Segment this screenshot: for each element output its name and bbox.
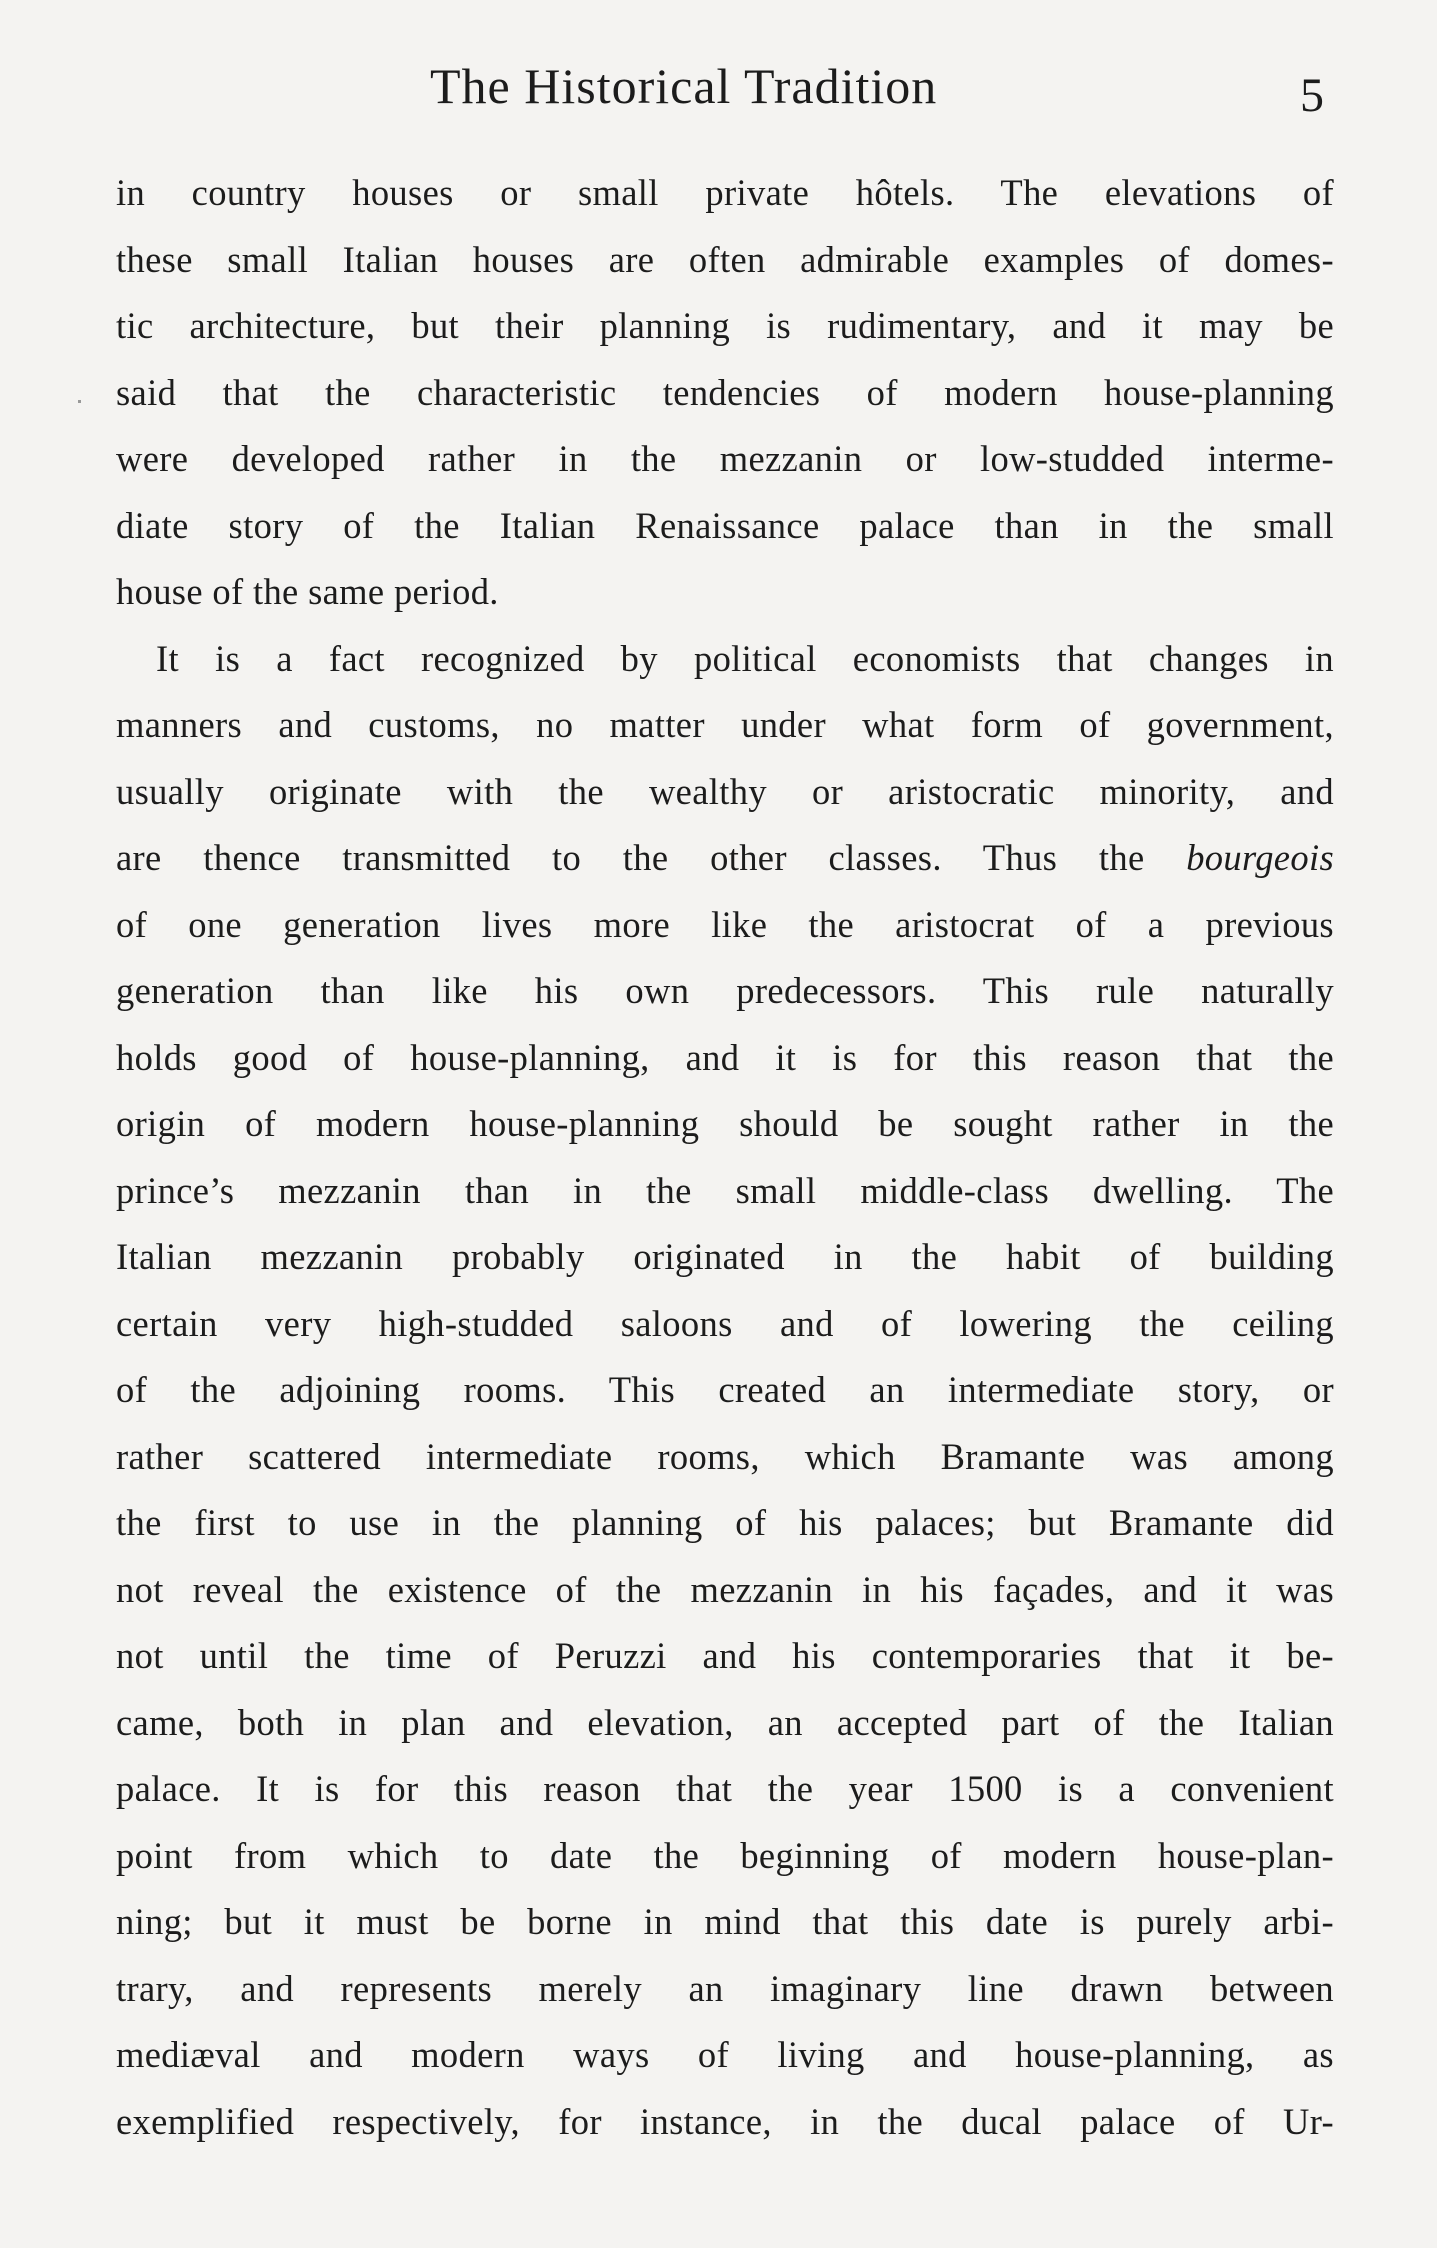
text-line: exemplified respectively, for instance, in the ducal palace of Ur-	[116, 2100, 1334, 2142]
text-line: mediæval and modern ways of living and house-planning, as	[116, 2034, 1334, 2075]
text-line: tic architecture, but their planning is rudimentary, and it may be	[116, 305, 1334, 346]
text-line: generation than like his own predecessors. This rule naturally	[116, 970, 1334, 1011]
running-head-title: The Historical Tradition	[430, 58, 938, 114]
text-line: said that the characteristic tendencies of modern house-planning	[116, 371, 1334, 413]
text-line: were developed rather in the mezzanin or low-studded interme-	[116, 438, 1334, 479]
text-line: diate story of the Italian Renaissance palace than in the small	[116, 504, 1334, 546]
text-line: came, both in plan and elevation, an accepted part of the Italian	[116, 1701, 1334, 1743]
text-line-with-italic	[116, 825, 1334, 892]
paragraph-first-line: It is a fact recognized by political economists that changes in	[156, 637, 1334, 679]
text-line: of one generation lives more like the aristocrat of a previous	[116, 903, 1334, 945]
text-line: of the adjoining rooms. This created an intermediate story, or	[116, 1369, 1334, 1410]
text-line: ning; but it must be borne in mind that this date is purely arbi-	[116, 1901, 1334, 1942]
text-line: these small Italian houses are often admirable examples of domes-	[116, 238, 1334, 280]
text-line: trary, and represents merely an imaginary line drawn between	[116, 1967, 1334, 2009]
text-line: prince’s mezzanin than in the small middle-class dwelling. The	[116, 1169, 1334, 1211]
text-line: house of the same period.	[116, 571, 499, 612]
text-line: palace. It is for this reason that the year 1500 is a convenient	[116, 1768, 1334, 1809]
italic-word: bourgeois	[1186, 837, 1334, 878]
margin-speck	[78, 400, 81, 403]
text-line: not until the time of Peruzzi and his contemporaries that it be-	[116, 1635, 1334, 1676]
text-line: certain very high-studded saloons and of lowering the ceiling	[116, 1302, 1334, 1344]
text-line: manners and customs, no matter under what form of government,	[116, 704, 1334, 745]
running-head	[0, 48, 1437, 128]
text-line: the first to use in the planning of his palaces; but Bramante did	[116, 1502, 1334, 1543]
text-line: in country houses or small private hôtels. The elevations of	[116, 172, 1334, 213]
text-line: holds good of house-planning, and it is for this reason that the	[116, 1036, 1334, 1078]
text-line: point from which to date the beginning of modern house-plan-	[116, 1834, 1334, 1876]
text-segment: are thence transmitted to the other classes. Thus the	[116, 837, 1187, 878]
page-number: 5	[1300, 69, 1324, 122]
text-line: rather scattered intermediate rooms, which Bramante was among	[116, 1435, 1334, 1477]
text-line: not reveal the existence of the mezzanin in his façades, and it was	[116, 1568, 1334, 1610]
body-text	[116, 160, 1334, 2155]
text-line: Italian mezzanin probably originated in the habit of building	[116, 1236, 1334, 1277]
text-line: origin of modern house-planning should be sought rather in the	[116, 1103, 1334, 1144]
text-line: usually originate with the wealthy or aristocratic minority, and	[116, 770, 1334, 812]
